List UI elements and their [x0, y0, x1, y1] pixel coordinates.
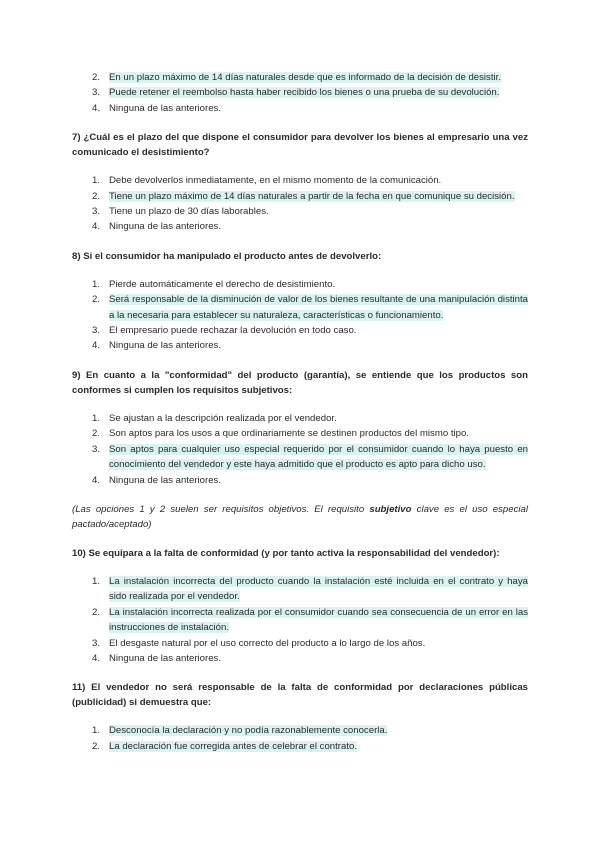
option-number: 1.	[92, 278, 101, 290]
option-number: 3.	[92, 325, 101, 337]
option-item	[92, 85, 528, 100]
option-number: 4.	[92, 652, 101, 664]
note	[72, 502, 528, 532]
option-number: 1.	[92, 725, 101, 737]
option-text: Ninguna de las anteriores.	[109, 102, 221, 114]
option-number: 4.	[92, 221, 101, 233]
question-7	[72, 130, 528, 235]
option-item	[92, 426, 528, 441]
option-number: 2.	[92, 72, 101, 83]
question-title: 9) En cuanto a la "conformidad" del producto (garantía), se entiende que los productos son conformes si cumplen los requisitos subjetivos:	[72, 369, 528, 396]
option-text-highlighted: En un plazo máximo de 14 días naturales desde que es informado de la decisión de desistir.	[109, 72, 501, 83]
question-11	[72, 680, 528, 754]
option-text: Ninguna de las anteriores.	[109, 340, 221, 352]
question-10	[72, 546, 528, 666]
option-item	[92, 442, 528, 473]
option-text-highlighted: Son aptos para cualquier uso especial requerido por el consumidor cuando lo haya puesto en conocimiento del vendedor y este haya admitido que el producto es apto para dicho uso.	[109, 443, 528, 471]
question-title: 11) El vendedor no será responsable de la falta de conformidad por declaraciones públicas (publicidad) si demuestra que:	[72, 682, 528, 709]
option-number: 2.	[92, 606, 101, 618]
option-number: 3.	[92, 87, 101, 99]
option-text: Ninguna de las anteriores.	[109, 221, 221, 233]
option-text: Ninguna de las anteriores.	[109, 652, 221, 664]
option-text: Debe devolverlos inmediatamente, en el mismo momento de la comunicación.	[109, 175, 442, 187]
option-item	[92, 292, 528, 323]
option-text-highlighted: Tiene un plazo máximo de 14 días naturales a partir de la fecha en que comunique su decisión.	[109, 190, 515, 202]
option-item	[92, 189, 528, 204]
option-item	[92, 574, 528, 605]
option-number: 4.	[92, 340, 101, 352]
option-number: 2.	[92, 294, 101, 306]
option-text-highlighted: Desconocía la declaración y no podía razonablemente conocerla.	[109, 725, 388, 737]
option-item	[92, 636, 528, 651]
option-item	[92, 323, 528, 338]
option-text: Se ajustan a la descripción realizada por el vendedor.	[109, 412, 337, 424]
question-title: 10) Se equipara a la falta de conformidad (y por tanto activa la responsabilidad del vendedor):	[72, 547, 500, 559]
option-number: 2.	[92, 190, 101, 202]
option-text: Son aptos para los usos a que ordinariamente se destinen productos del mismo tipo.	[109, 428, 469, 440]
note-bold: subjetivo	[369, 503, 412, 515]
option-number: 1.	[92, 412, 101, 424]
question-9	[72, 368, 528, 488]
option-item	[92, 219, 528, 234]
option-text: Pierde automáticamente el derecho de desistimiento.	[109, 278, 336, 290]
note-text-end: clave es el uso especial pactado/aceptado)	[72, 503, 528, 530]
option-number: 2.	[92, 740, 101, 752]
option-number: 3.	[92, 637, 101, 649]
question-title: 8) Si el consumidor ha manipulado el producto antes de devolverlo:	[72, 250, 382, 262]
option-text: El empresario puede rechazar la devolución en todo caso.	[109, 325, 357, 337]
option-text-highlighted: La instalación incorrecta del producto cuando la instalación esté incluida en el contrato y haya sido realizada por el vendedor.	[109, 575, 528, 603]
option-number: 4.	[92, 102, 101, 114]
option-text: Ninguna de las anteriores.	[109, 474, 221, 486]
question-title: 7) ¿Cuál es el plazo del que dispone el consumidor para devolver los bienes al empresario una vez comunicado el desistimiento?	[72, 132, 528, 159]
option-text: El desgaste natural por el uso correcto del producto a lo largo de los años.	[109, 637, 426, 649]
option-number: 1.	[92, 575, 101, 587]
option-number: 4.	[92, 474, 101, 486]
option-number: 3.	[92, 443, 101, 455]
question-8	[72, 249, 528, 354]
option-number: 2.	[92, 428, 101, 440]
option-text-highlighted: Será responsable de la disminución de valor de los bienes resultante de una manipulación distinta a la necesaria para establecer su naturaleza, características o funcionamiento.	[109, 294, 528, 321]
continuation-options	[72, 70, 528, 116]
option-item	[92, 338, 528, 353]
option-item	[92, 204, 528, 219]
option-text-highlighted: La declaración fue corregida antes de celebrar el contrato.	[109, 740, 357, 752]
option-text-highlighted: La instalación incorrecta realizada por el consumidor cuando sea consecuencia de un error en las instrucciones de instalación.	[109, 606, 528, 634]
note-text: (Las opciones 1 y 2 suelen ser requisitos objetivos. El requisito	[72, 503, 370, 515]
option-text: Tiene un plazo de 30 días laborables.	[109, 206, 269, 218]
option-item	[92, 739, 528, 754]
option-item	[92, 101, 528, 116]
option-item	[92, 723, 528, 738]
option-number: 1.	[92, 175, 101, 187]
option-number: 3.	[92, 206, 101, 218]
option-item	[92, 411, 528, 426]
option-text-highlighted: Puede retener el reembolso hasta haber recibido los bienes o una prueba de su devolución.	[109, 87, 500, 99]
option-item	[92, 173, 528, 188]
option-item	[92, 651, 528, 666]
option-item	[92, 473, 528, 488]
option-item	[92, 70, 528, 85]
option-item	[92, 277, 528, 292]
option-item	[92, 605, 528, 636]
